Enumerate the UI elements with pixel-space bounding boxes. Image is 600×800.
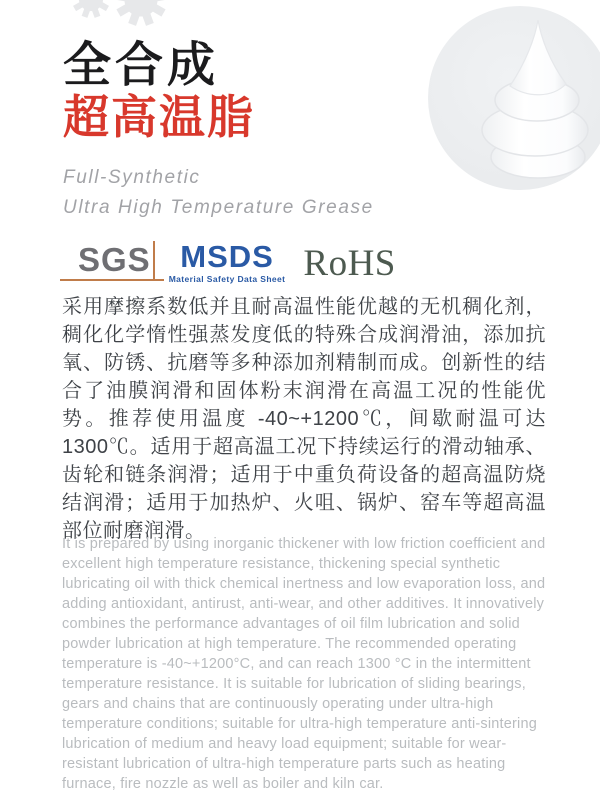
sgs-logo-text: SGS bbox=[78, 241, 151, 278]
description-english: It is prepared by using inorganic thickener with low friction coefficient and excellent high temperature resistance, thickening special synthetic lubricating oil with thick chemical inertness and low evaporation loss, and adding antioxidant, antirust, anti-wear, and other additives. It innovatively combines the performance advantages of oil film lubrication and solid powder lubrication at high temperature. The recommended operating temperature is -40~+1200°C, and can reach 1300 °C in the intermittent temperature resistance. It is suitable for lubrication of sliding bearings, gears and chains that are continuously operating under ultra-high temperature conditions; suitable for ultra-high temperature anti-sintering lubrication of medium and heavy load equipment; suitable for wear-resistant lubrication of ultra-high temperature parts such as heating furnace, fire nozzle as well as boiler and kiln car. bbox=[62, 536, 546, 792]
rohs-logo-text: RoHS bbox=[303, 243, 396, 284]
msds-logo bbox=[169, 241, 286, 284]
product-title-cn-line1: 全合成 bbox=[63, 39, 220, 92]
sgs-logo-vertical-line bbox=[153, 241, 155, 281]
product-subtitle-en-line1: Full-Synthetic bbox=[63, 167, 201, 188]
product-title-cn-line2: 超高温脂 bbox=[63, 91, 255, 143]
msds-logo-subtext: Material Safety Data Sheet bbox=[168, 274, 286, 284]
sgs-logo bbox=[60, 241, 157, 285]
certification-logos bbox=[60, 241, 396, 285]
gear-icon bbox=[72, 0, 110, 18]
rohs-logo bbox=[303, 241, 395, 283]
gear-decoration-strip bbox=[72, 0, 182, 27]
title-block bbox=[63, 40, 255, 142]
msds-logo-text: MSDS bbox=[180, 239, 274, 274]
description-chinese: 采用摩擦系数低并且耐高温性能优越的无机稠化剂，稠化化学惰性强蒸发度低的特殊合成润滑油，添加抗氧、防锈、抗磨等多种添加剂精制而成。创新性的结合了油膜润滑和固体粉末润滑在高温工况的性能优势。推荐使用温度 -40~+1200℃，间歇耐温可达 1300℃。适用于超高温工况下持续运行的滑动轴承、齿轮和链条润滑；适用于中重负荷设备的超高温防烧结润滑；适用于加热炉、火咀、锅炉、窑车等超高温部位耐磨润滑。 bbox=[62, 296, 546, 542]
grease-swirl-image bbox=[440, 10, 600, 195]
sgs-logo-underline bbox=[60, 279, 164, 281]
gear-icon bbox=[115, 0, 167, 26]
subtitle-block bbox=[63, 163, 374, 223]
product-subtitle-en-line2: Ultra High Temperature Grease bbox=[63, 197, 374, 218]
